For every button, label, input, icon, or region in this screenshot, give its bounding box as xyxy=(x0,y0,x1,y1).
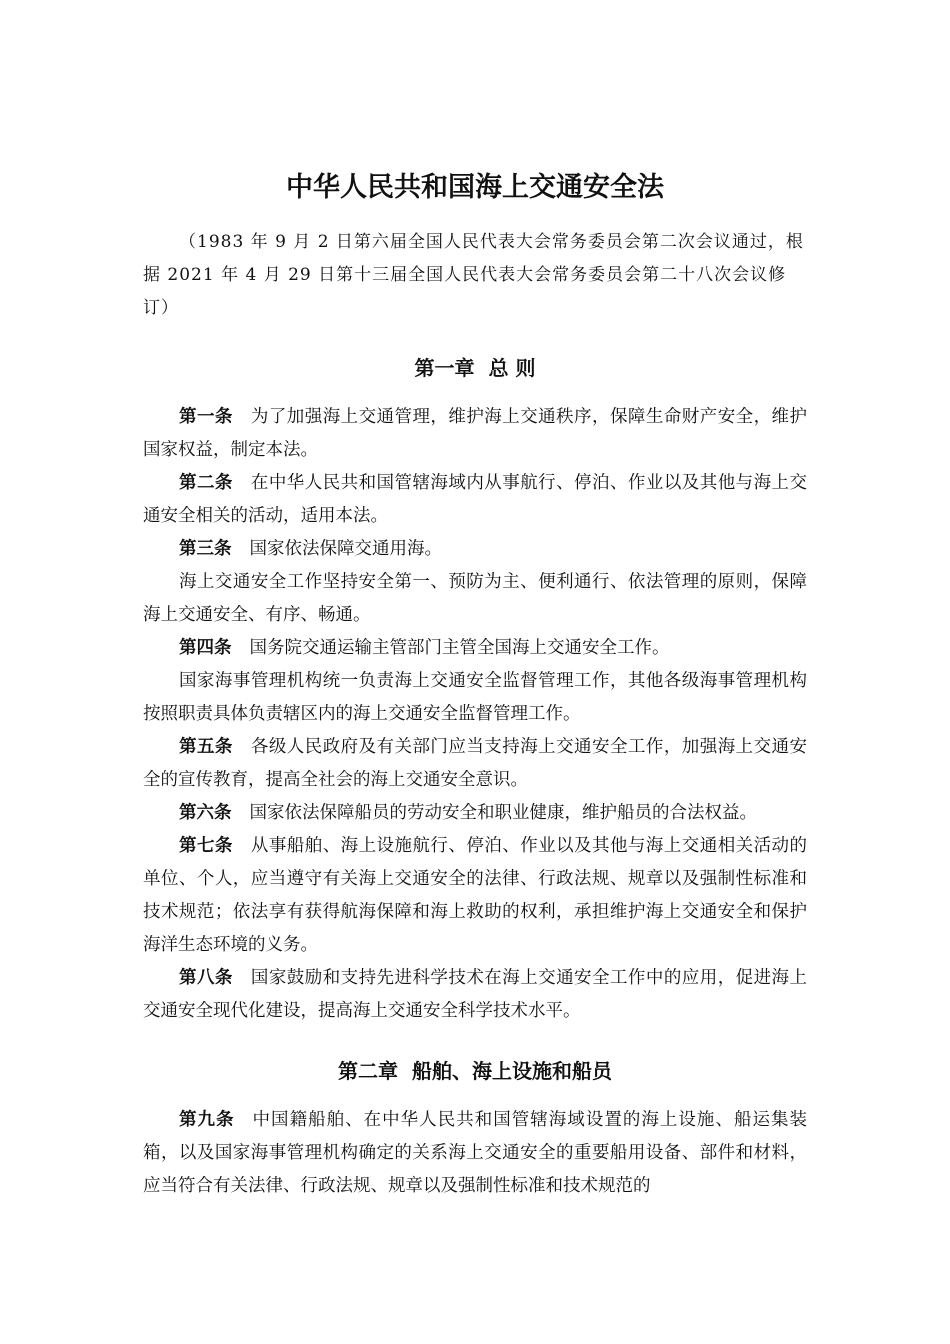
article-text: 各级人民政府及有关部门应当支持海上交通安全工作，加强海上交通安全的宣传教育，提高全社会的海上交通安全意识。 xyxy=(143,737,808,790)
article-text: 在中华人民共和国管辖海域内从事航行、停泊、作业以及其他与海上交通安全相关的活动，适用本法。 xyxy=(143,473,808,526)
article-number: 第三条 xyxy=(179,539,232,559)
article-paragraph xyxy=(143,533,807,566)
chapter-name: 总 则 xyxy=(488,356,536,380)
article-text: 国家海事管理机构统一负责海上交通安全监督管理工作，其他各级海事管理机构按照职责具体负责辖区内的海上交通安全监督管理工作。 xyxy=(143,671,807,724)
article-paragraph xyxy=(143,401,807,467)
adoption-note: （1983 年 9 月 2 日第六届全国人民代表大会常务委员会第二次会议通过，根据 2021 年 4 月 29 日第十三届全国人民代表大会常务委员会第二十八次会议修订） xyxy=(143,232,804,318)
chapter-number: 第一章 xyxy=(414,356,475,380)
chapter-name: 船舶、海上设施和船员 xyxy=(412,1059,612,1083)
article-paragraph xyxy=(143,962,807,1028)
article-number: 第八条 xyxy=(179,968,233,988)
chapter-heading xyxy=(143,349,807,387)
article-number: 第一条 xyxy=(179,407,233,427)
article-text: 国家依法保障交通用海。 xyxy=(249,539,442,559)
article-number: 第二条 xyxy=(179,473,233,493)
article-paragraph xyxy=(143,830,807,962)
article-number: 第七条 xyxy=(179,836,233,856)
document-title: 中华人民共和国海上交通安全法 xyxy=(286,172,664,203)
article-text: 为了加强海上交通管理，维护海上交通秩序，保障生命财产安全，维护国家权益，制定本法。 xyxy=(143,407,808,460)
article-number: 第六条 xyxy=(179,803,232,823)
article-text: 国务院交通运输主管部门主管全国海上交通安全工作。 xyxy=(249,638,670,658)
article-paragraph xyxy=(143,566,807,632)
chapter-heading xyxy=(143,1052,807,1090)
article-text: 国家鼓励和支持先进科学技术在海上交通安全工作中的应用，促进海上交通安全现代化建设，提高海上交通安全科学技术水平。 xyxy=(143,968,808,1021)
article-paragraph xyxy=(143,731,807,797)
article-text: 中国籍船舶、在中华人民共和国管辖海域设置的海上设施、船运集装箱，以及国家海事管理机构确定的关系海上交通安全的重要船用设备、部件和材料，应当符合有关法律、行政法规、规章以及强制性标准和技术规范的 xyxy=(143,1110,807,1196)
article-number: 第四条 xyxy=(179,638,232,658)
document-page xyxy=(143,168,807,1203)
article-text: 海上交通安全工作坚持安全第一、预防为主、便利通行、依法管理的原则，保障海上交通安全、有序、畅通。 xyxy=(143,572,807,625)
article-text: 从事船舶、海上设施航行、停泊、作业以及其他与海上交通相关活动的单位、个人，应当遵守有关海上交通安全的法律、行政法规、规章以及强制性标准和技术规范；依法享有获得航海保障和海上救助的权利，承担维护海上交通安全和保护海洋生态环境的义务。 xyxy=(143,836,808,955)
article-paragraph xyxy=(143,665,807,731)
article-paragraph xyxy=(143,467,807,533)
chapter-number: 第二章 xyxy=(338,1059,398,1083)
article-paragraph xyxy=(143,797,807,830)
article-paragraph xyxy=(143,1104,807,1203)
article-number: 第五条 xyxy=(179,737,233,757)
article-paragraph xyxy=(143,632,807,665)
article-text: 国家依法保障船员的劳动安全和职业健康，维护船员的合法权益。 xyxy=(249,803,757,823)
article-number: 第九条 xyxy=(179,1110,235,1130)
